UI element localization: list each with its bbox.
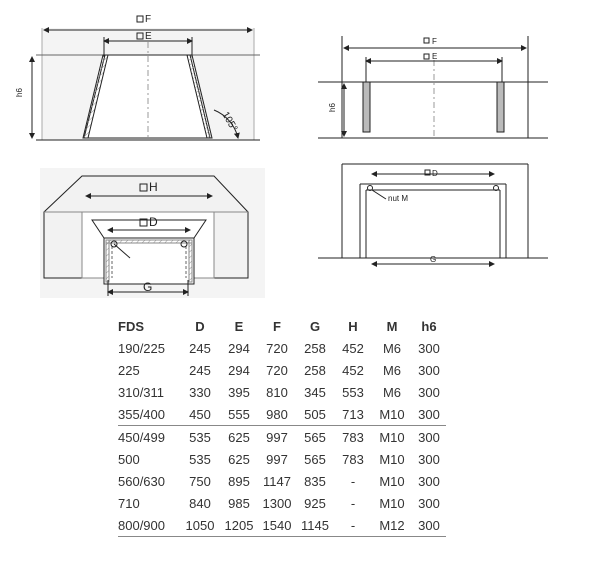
cell-m: M10 [372,426,412,449]
cell-h6: 300 [418,362,440,378]
dim-h-label: H [149,180,158,194]
cell-e: 395 [228,384,250,400]
cell-fds: 225 [118,362,140,378]
cell-h: - [350,473,356,489]
table-row [118,426,446,449]
cell-d: 245 [189,340,211,356]
cell-fds: 710 [118,495,140,511]
column-header-m: M [386,318,398,334]
dim-h6-label-right: h6 [328,103,337,112]
cell-g: 565 [304,451,326,467]
cell-h6: 300 [418,406,440,422]
cell-h6: 300 [418,473,440,489]
cell-fds: 450/499 [118,426,180,449]
table-row [118,381,446,403]
cell-f: 1300 [262,495,292,511]
cell-g: 565 [296,426,334,449]
cell-m: M12 [372,514,412,537]
table-row [118,337,446,359]
cell-h: 713 [342,406,364,422]
angle-label: 105° [219,110,240,134]
column-header-g: G [309,318,321,334]
cell-d: 535 [189,451,211,467]
cell-m: M10 [379,451,405,467]
cell-h6: 300 [412,514,446,537]
cell-h6: 300 [418,340,440,356]
cell-h: 553 [342,384,364,400]
cell-g: 345 [304,384,326,400]
cell-f: 720 [266,362,288,378]
dim-g-label-right: G [430,255,437,264]
cell-e: 1205 [220,514,258,537]
table-row [118,492,446,514]
dim-e-label: E [145,31,152,42]
cell-h6: 300 [418,495,440,511]
table-row [118,403,446,426]
cell-h6: 300 [412,426,446,449]
cell-d: 750 [189,473,211,489]
cell-h: 783 [342,451,364,467]
cell-h: - [334,514,372,537]
cell-e: 294 [228,340,250,356]
cell-e: 555 [228,406,250,422]
cell-h6: 300 [418,451,440,467]
cell-f: 1147 [263,473,291,489]
cell-e: 625 [228,451,250,467]
column-header-f: F [273,318,281,334]
dim-g-label: G [143,280,153,294]
section-view-labels [388,169,438,264]
column-header-d: D [195,318,205,334]
cell-d: 245 [189,362,211,378]
cell-f: 1540 [258,514,296,537]
cell-fds: 800/900 [118,514,180,537]
cell-m: M6 [382,340,402,356]
dim-f-label-right: F [432,37,437,46]
cell-g: 1145 [296,514,334,537]
table-row [118,514,446,537]
dim-e-label-right: E [432,52,438,61]
cell-d: 450 [189,406,211,422]
table-row [118,448,446,470]
cell-fds: 310/311 [118,384,165,400]
cell-g: 835 [304,473,326,489]
cell-f: 810 [266,384,288,400]
cell-m: M6 [382,362,402,378]
cell-d: 535 [180,426,220,449]
cell-h6: 300 [418,384,440,400]
cell-fds: 355/400 [118,406,165,422]
dim-f-label: F [145,14,152,25]
cell-e: 895 [228,473,250,489]
cell-f: 720 [266,340,288,356]
nut-m-label: nut M [388,194,409,203]
cell-f: 997 [266,451,288,467]
section-view [318,164,548,264]
cell-e: 985 [228,495,250,511]
table-row [118,359,446,381]
cell-fds: 560/630 [118,473,165,489]
cell-d: 1050 [180,514,220,537]
cell-h: 452 [342,340,364,356]
column-header-h6: h6 [421,318,437,334]
cell-e: 294 [228,362,250,378]
dimensions-table [118,315,446,537]
table-row [118,470,446,492]
cell-f: 997 [258,426,296,449]
cell-m: M10 [379,495,405,511]
cell-e: 625 [220,426,258,449]
cell-g: 258 [304,362,326,378]
cell-m: M10 [379,406,405,422]
cell-g: 925 [304,495,326,511]
cell-h: 452 [342,362,364,378]
cell-f: 980 [266,406,288,422]
cell-g: 505 [304,406,326,422]
cell-h: - [350,495,356,511]
cell-fds: 190/225 [118,340,165,356]
column-header-fds: FDS [118,318,144,334]
cell-m: M10 [379,473,405,489]
cell-g: 258 [304,340,326,356]
column-header-e: E [234,318,244,334]
cell-d: 840 [189,495,211,511]
cell-h: 783 [334,426,372,449]
dim-d-label-right: D [432,169,438,178]
dim-h6-label: h6 [15,88,24,97]
column-header-h: H [348,318,358,334]
dim-d-label: D [149,215,158,229]
cell-d: 330 [189,384,211,400]
cell-m: M6 [382,384,402,400]
table-header-row [118,315,446,337]
cell-fds: 500 [118,451,140,467]
